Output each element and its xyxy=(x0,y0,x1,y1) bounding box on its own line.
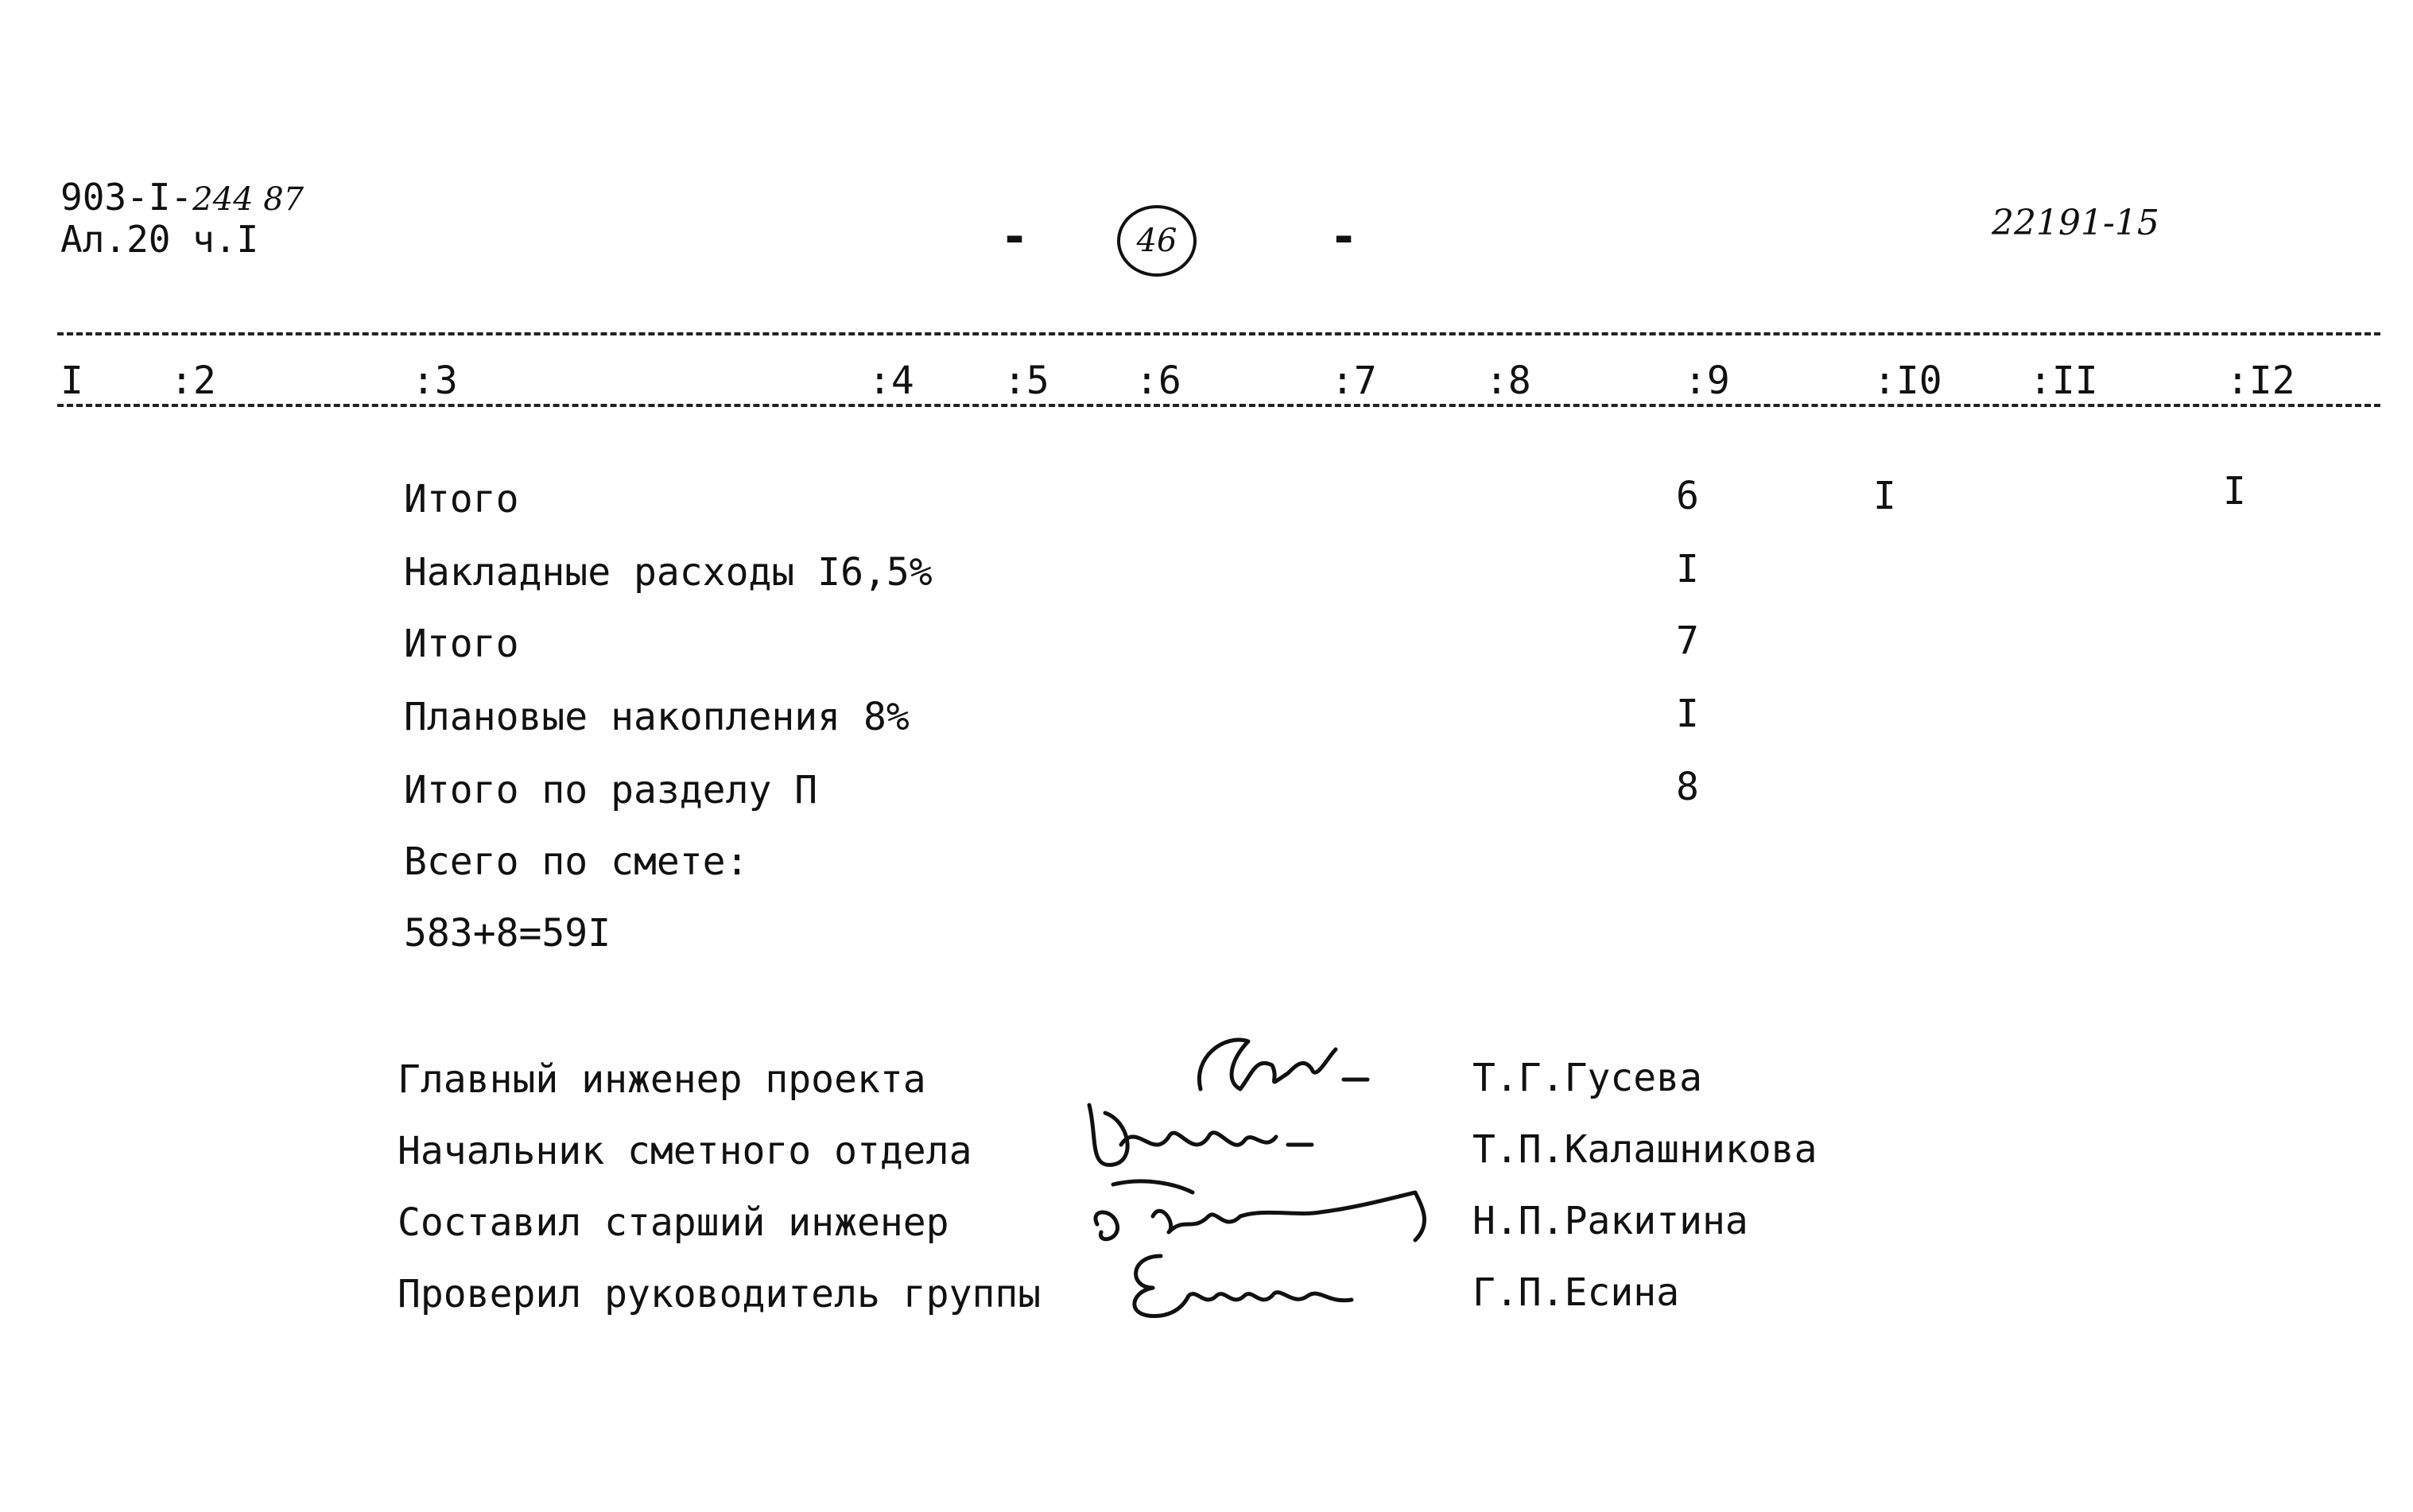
signature-scribble-4 xyxy=(1113,1240,1383,1328)
table-top-rule xyxy=(57,332,2380,335)
page-number: 46 xyxy=(1136,223,1177,259)
column-number-7: :7 xyxy=(1331,359,1377,403)
row-grand-total-formula: 583+8=59I xyxy=(404,911,611,956)
row-value-col9: I xyxy=(1676,547,1699,591)
row-label-planned-savings: Плановые накопления 8% xyxy=(404,695,910,739)
album-reference: Ал.20 ч.I xyxy=(60,218,259,261)
signature-title-group-lead: Проверил руководитель группы xyxy=(398,1272,1042,1316)
document-code-prefix: 903-I- xyxy=(60,176,193,219)
column-number-11: :II xyxy=(2029,359,2098,403)
column-number-1: I xyxy=(60,359,83,403)
table-header-rule xyxy=(57,404,2380,407)
signature-name-group-lead: Г.П.Есина xyxy=(1472,1270,1680,1315)
row-value-col9: I xyxy=(1676,692,1699,736)
signature-title-senior-engineer: Составил старший инженер xyxy=(398,1200,949,1245)
column-number-5: :5 xyxy=(1003,359,1049,403)
row-label-overhead: Накладные расходы I6,5% xyxy=(404,550,933,595)
row-label-subtotal-2: Итого xyxy=(404,622,519,666)
header-dash-left: - xyxy=(1000,209,1030,265)
header-dash-right: - xyxy=(1329,209,1359,265)
column-number-3: :3 xyxy=(412,359,458,403)
row-value-col9: 6 xyxy=(1676,474,1699,518)
column-number-12: :I2 xyxy=(2226,359,2295,403)
inventory-number: 22191-15 xyxy=(1992,203,2159,243)
signature-title-estimate-head: Начальник сметного отдела xyxy=(398,1129,972,1173)
column-number-9: :9 xyxy=(1684,359,1730,403)
row-value-col12: I xyxy=(2223,469,2246,514)
row-label-section-total: Итого по разделу П xyxy=(404,768,818,812)
signature-title-chief-engineer: Главный инженер проекта xyxy=(398,1057,926,1102)
signature-name-chief-engineer: Т.Г.Гусева xyxy=(1472,1056,1702,1100)
row-label-grand-total: Всего по смете: xyxy=(404,839,749,884)
row-label-subtotal-1: Итого xyxy=(404,477,519,521)
column-number-8: :8 xyxy=(1485,359,1531,403)
page-number-circle xyxy=(1117,205,1197,277)
column-number-10: :I0 xyxy=(1873,359,1942,403)
document-code xyxy=(60,176,305,219)
column-number-2: :2 xyxy=(170,359,216,403)
column-number-6: :6 xyxy=(1135,359,1181,403)
signature-name-estimate-head: Т.П.Калашникова xyxy=(1472,1127,1818,1172)
row-value-col10: I xyxy=(1873,474,1896,518)
signature-name-senior-engineer: Н.П.Ракитина xyxy=(1472,1199,1748,1243)
row-value-col9: 8 xyxy=(1676,765,1699,809)
row-value-col9: 7 xyxy=(1676,618,1699,663)
document-code-handwritten: 244 87 xyxy=(192,181,305,218)
column-number-4: :4 xyxy=(868,359,914,403)
